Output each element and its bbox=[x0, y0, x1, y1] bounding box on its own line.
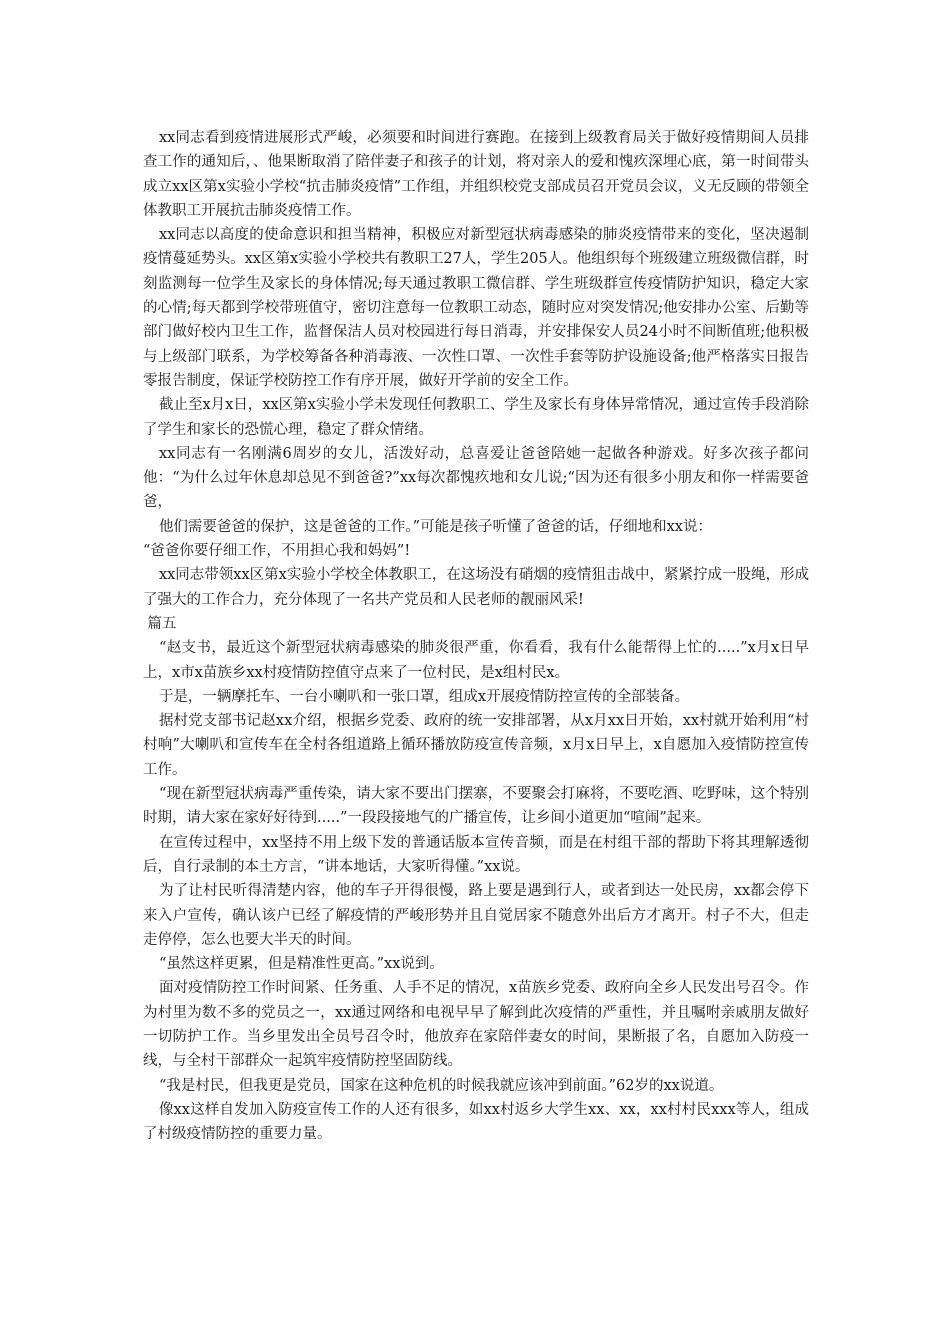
paragraph: 截止至x月x日，xx区第x实验小学未发现任何教职工、学生及家长有身体异常情况，通过宣传手段消除了学生和家长的恐慌心理，稳定了群众情绪。 bbox=[143, 397, 809, 438]
paragraph: 他们需要爸爸的保护，这是爸爸的工作。”可能是孩子听懂了爸爸的话，仔细地和xx说： bbox=[158, 518, 712, 535]
paragraph: xx同志以高度的使命意识和担当精神，积极应对新型冠状病毒感染的肺炎疫情带来的变化，坚决遏制疫情蔓延势头。xx区第x实验小学校共有教职工27人，学生205人。他组织每个班级建立班级微信群，时刻监测每一位学生及家长的身体情况;每天通过教职工微信群、学生班级群宣传疫情防护知识，稳定大家的心情;每天都到学校带班值守，密切注意每一位教职工动态，随时应对突发情况;他安排办公室、后勤等部门做好校内卫生工作，监督保洁人员对校园进行每日消毒，并安排保安人员24小时不间断值班;他积极与上级部门联系，为学校筹备各种消毒液、一次性口罩、一次性手套等防护设施设备;他严格落实日报告零报告制度，保证学校防控工作有序开展，做好开学前的安全工作。 bbox=[143, 227, 809, 389]
paragraph: 像xx这样自发加入防疫宣传工作的人还有很多，如xx村返乡大学生xx、xx，xx村村民xxx等人，组成了村级疫情防控的重要力量。 bbox=[143, 1101, 809, 1143]
paragraph: 为了让村民听得清楚内容，他的车子开得很慢，路上要是遇到行人，或者到达一处民房，xx都会停下来入户宣传，确认该户已经了解疫情的严峻形势并且自觉居家不随意外出后方才离开。村子不大，但走走停停，怎么也要大半天的时间。 bbox=[143, 883, 809, 948]
paragraph: “虽然这样更累，但是精准性更高。”xx说到。 bbox=[158, 956, 444, 973]
paragraph: 在宣传过程中，xx坚持不用上级下发的普通话版本宣传音频，而是在村组干部的帮助下将其理解透彻后，自行录制的本土方言，“讲本地话，大家听得懂。”xx说。 bbox=[143, 834, 809, 875]
paragraph: “现在新型冠状病毒严重传染，请大家不要出门摆寨，不要聚会打麻将，不要吃酒、吃野味，这个特别时期，请大家在家好好待到.....”一段段接地气的广播宣传，让乡间小道更加“喧闹”起来。 bbox=[143, 786, 809, 827]
paragraph: xx同志带领xx区第x实验小学校全体教职工，在这场没有硝烟的疫情狙击战中，紧紧拧成一股绳，形成了强大的工作合力，充分体现了一名共产党员和人民老师的靓丽风采! bbox=[143, 567, 809, 608]
section-heading: 篇五 bbox=[147, 615, 177, 632]
paragraph: xx同志有一名刚满6周岁的女儿，活泼好动，总喜爱让爸爸陪她一起做各种游戏。好多次孩子都问他：“为什么过年休息却总见不到爸爸?”xx每次都愧疚地和女儿说;“因为还有很多小朋友和你一样需要爸爸， bbox=[143, 445, 809, 511]
paragraph: xx同志看到疫情进展形式严峻，必须要和时间进行赛跑。在接到上级教育局关于做好疫情期间人员排查工作的通知后，、他果断取消了陪伴妻子和孩子的计划，将对亲人的爱和愧疚深埋心底，第一时间带头成立xx区第x实验小学校“抗击肺炎疫情”工作组，并组织校党支部成员召开党员会议，义无反顾的带领全体教职工开展抗击肺炎疫情工作。 bbox=[143, 130, 809, 219]
document-body bbox=[143, 126, 809, 1146]
paragraph: 于是，一辆摩托车、一台小喇叭和一张口罩，组成x开展疫情防控宣传的全部装备。 bbox=[158, 688, 690, 705]
paragraph: “赵支书，最近这个新型冠状病毒感染的肺炎很严重，你看看，我有什么能帮得上忙的.....”x月x日早上，x市x苗族乡xx村疫情防控值守点来了一位村民，是x组村民x。 bbox=[143, 640, 809, 681]
paragraph: “我是村民，但我更是党员，国家在这种危机的时候我就应该冲到前面。”62岁的xx说道。 bbox=[158, 1077, 724, 1094]
paragraph: “爸爸你要仔细工作，不用担心我和妈妈”! bbox=[143, 543, 411, 560]
paragraph: 据村党支部书记赵xx介绍，根据乡党委、政府的统一安排部署，从x月xx日开始，xx村就开始利用“村村响”大喇叭和宣传车在全村各组道路上循环播放防疫宣传音频，x月x日早上，x自愿加入疫情防控宣传工作。 bbox=[143, 713, 809, 778]
paragraph: 面对疫情防控工作时间紧、任务重、人手不足的情况，x苗族乡党委、政府向全乡人民发出号召令。作为村里为数不多的党员之一，xx通过网络和电视早早了解到此次疫情的严重性，并且嘱咐亲戚朋友做好一切防护工作。当乡里发出全员号召令时，他放弃在家陪伴妻女的时间，果断报了名，自愿加入防疫一线，与全村干部群众一起筑牢疫情防控坚固防线。 bbox=[143, 980, 809, 1070]
